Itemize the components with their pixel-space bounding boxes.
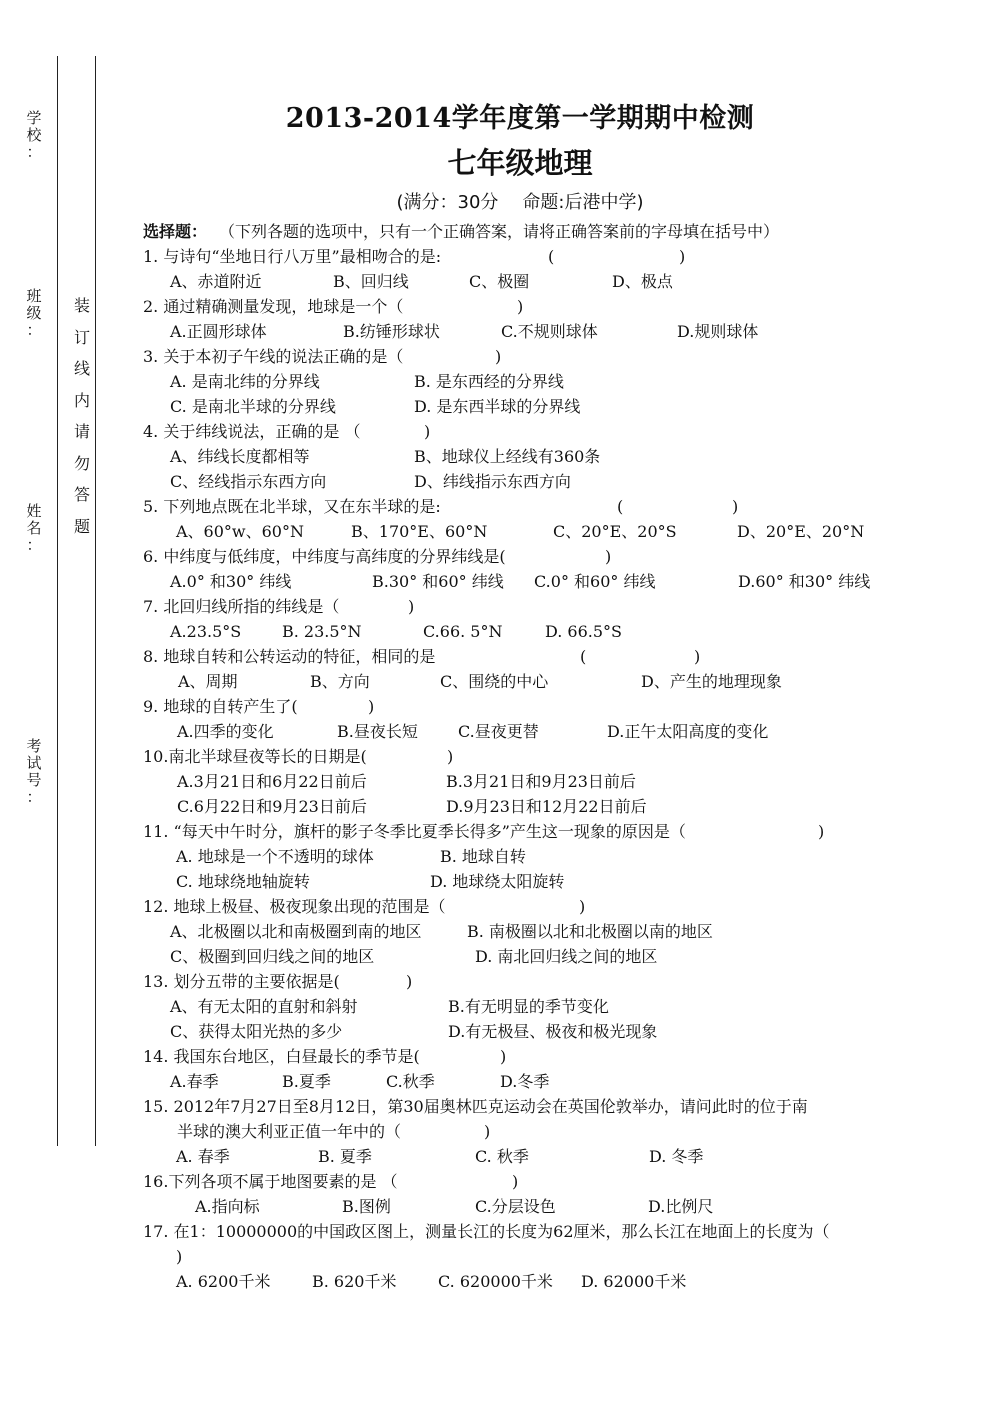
question-line: ) [447, 747, 454, 766]
question-line: A.0° 和30° 纬线 [170, 572, 292, 591]
question-line: D.规则球体 [677, 322, 759, 341]
question-line: C、极圈 [469, 272, 530, 291]
question-line: 2. 通过精确测量发现，地球是一个（ [143, 297, 404, 316]
question-line: ) [579, 897, 586, 916]
question-line: D.有无极昼、极夜和极光现象 [448, 1022, 658, 1041]
section-heading: 选择题： [143, 222, 208, 241]
question-line: C.分层设色 [475, 1197, 556, 1216]
question-line: A、北极圈以北和南极圈到南的地区 [170, 922, 422, 941]
question-line: 3. 关于本初子午线的说法正确的是（ [143, 347, 404, 366]
question-line: ) [500, 1047, 507, 1066]
question-line: ) [679, 247, 686, 266]
question-line: D.冬季 [500, 1072, 550, 1091]
score-info [0, 188, 993, 214]
question-line: ) [176, 1247, 183, 1266]
question-line: 4. 关于纬线说法，正确的是 （ [143, 422, 361, 441]
question-line: B. 地球自转 [440, 847, 526, 866]
question-line: C.昼夜更替 [458, 722, 539, 741]
question-line: A、有无太阳的直射和斜射 [170, 997, 358, 1016]
school-label: 学 校 ： [26, 109, 42, 161]
question-line: B.纺锤形球状 [343, 322, 440, 341]
question-line: ) [408, 597, 415, 616]
question-line: ( [617, 497, 624, 516]
question-line: 8. 地球自转和公转运动的特征，相同的是 [143, 647, 436, 666]
full-score: (满分：30分 [396, 192, 499, 213]
question-line: C、20°E、20°S [553, 522, 677, 541]
binding-line-outer [57, 56, 58, 1146]
page-title: 2013-2014学年度第一学期期中检测 [285, 103, 755, 134]
question-line: 13. 划分五带的主要依据是( [143, 972, 340, 991]
question-line: B、170°E、60°N [351, 522, 488, 541]
question-line: B. 620千米 [312, 1272, 397, 1291]
question-line: A.正圆形球体 [170, 322, 267, 341]
question-line: B、地球仪上经线有360条 [414, 447, 601, 466]
question-line: A.指向标 [195, 1197, 260, 1216]
question-line: D.9月23日和12月22日前后 [446, 797, 647, 816]
question-line: A. 地球是一个不透明的球体 [176, 847, 374, 866]
question-line: 14. 我国东台地区，白昼最长的季节是( [143, 1047, 420, 1066]
question-line: B、方向 [310, 672, 370, 691]
question-line: D. 冬季 [649, 1147, 704, 1166]
question-line: D. 62000千米 [581, 1272, 687, 1291]
question-line: A、纬线长度都相等 [170, 447, 310, 466]
question-line: ( [548, 247, 555, 266]
question-line: ) [495, 347, 502, 366]
section-instruction: （下列各题的选项中，只有一个正确答案，请将正确答案前的字母填在括号中） [219, 222, 780, 241]
question-line: C. 620000千米 [438, 1272, 553, 1291]
question-line: A、赤道附近 [170, 272, 262, 291]
question-line: C.不规则球体 [501, 322, 598, 341]
name-label: 姓 名 ： [26, 502, 42, 554]
question-line: D、产生的地理现象 [641, 672, 782, 691]
question-line: 9. 地球的自转产生了( [143, 697, 298, 716]
question-line: D、纬线指示东西方向 [414, 472, 571, 491]
question-line: A.23.5°S [170, 622, 242, 641]
question-line: C、经线指示东西方向 [170, 472, 327, 491]
question-line: B.有无明显的季节变化 [448, 997, 609, 1016]
question-line: B.夏季 [282, 1072, 331, 1091]
question-line: 1. 与诗句“坐地日行八万里”最相吻合的是: [143, 247, 442, 266]
question-line: A、周期 [178, 672, 238, 691]
question-line: A. 是南北纬的分界线 [170, 372, 320, 391]
question-line: 5. 下列地点既在北半球，又在东半球的是: [143, 497, 441, 516]
question-line: C. 秋季 [475, 1147, 529, 1166]
question-line: ) [368, 697, 375, 716]
author-school: 命题:后港中学) [522, 192, 644, 213]
question-line: 6. 中纬度与低纬度，中纬度与高纬度的分界纬线是( [143, 547, 506, 566]
question-line: ) [818, 822, 825, 841]
question-line: B. 23.5°N [282, 622, 362, 641]
question-line: A. 6200千米 [176, 1272, 271, 1291]
binding-line-inner [95, 56, 96, 1146]
question-line: 17. 在1：10000000的中国政区图上，测量长江的长度为62厘米，那么长江在地面上的长度为（ [143, 1222, 830, 1241]
question-line: ) [517, 297, 524, 316]
question-line: 半球的澳大利亚正值一年中的（ [177, 1122, 402, 1141]
question-line: C、围绕的中心 [440, 672, 549, 691]
question-line: 10.南北半球昼夜等长的日期是( [143, 747, 367, 766]
question-line: C. 是南北半球的分界线 [170, 397, 336, 416]
question-line: 11. “每天中午时分，旗杆的影子冬季比夏季长得多”产生这一现象的原因是（ [143, 822, 686, 841]
question-line: C、极圈到回归线之间的地区 [170, 947, 375, 966]
question-line: D.比例尺 [648, 1197, 714, 1216]
question-line: D.60° 和30° 纬线 [738, 572, 871, 591]
seal-line-notice: 装 订 线 内 请 勿 答 题 [73, 296, 90, 536]
question-line: B、回归线 [333, 272, 409, 291]
question-line: A、60°w、60°N [176, 522, 304, 541]
question-line: 15. 2012年7月27日至8月12日，第30届奥林匹克运动会在英国伦敦举办，请问此时的位于南 [143, 1097, 808, 1116]
question-line: ) [605, 547, 612, 566]
question-line: 7. 北回归线所指的纬线是（ [143, 597, 340, 616]
question-line: ) [732, 497, 739, 516]
exam-number-label: 考 试 号 ： [26, 737, 42, 806]
question-line: C、获得太阳光热的多少 [170, 1022, 343, 1041]
question-line: D、20°E、20°N [737, 522, 865, 541]
question-line: A.四季的变化 [177, 722, 274, 741]
question-line: D. 地球绕太阳旋转 [430, 872, 565, 891]
question-line: C.6月22日和9月23日前后 [177, 797, 367, 816]
question-line: B.30° 和60° 纬线 [372, 572, 504, 591]
question-line: D.正午太阳高度的变化 [607, 722, 769, 741]
question-line: A. 春季 [176, 1147, 230, 1166]
question-line: C. 地球绕地轴旋转 [176, 872, 310, 891]
question-line: ) [424, 422, 431, 441]
question-line: C.66. 5°N [423, 622, 503, 641]
question-line: 16.下列各项不属于地图要素的是 （ [143, 1172, 398, 1191]
question-line: C.0° 和60° 纬线 [534, 572, 656, 591]
question-line: ) [484, 1122, 491, 1141]
question-line: B.3月21日和9月23日前后 [446, 772, 636, 791]
question-line: B. 是东西经的分界线 [414, 372, 564, 391]
question-line: ) [694, 647, 701, 666]
question-line: B. 南极圈以北和北极圈以南的地区 [467, 922, 713, 941]
page-subtitle: 七年级地理 [447, 146, 593, 180]
question-line: D. 66.5°S [545, 622, 623, 641]
question-line: 12. 地球上极昼、极夜现象出现的范围是（ [143, 897, 446, 916]
question-line: B.昼夜长短 [337, 722, 418, 741]
class-label: 班 级 ： [26, 287, 42, 339]
question-line: ) [406, 972, 413, 991]
question-line: C.秋季 [386, 1072, 435, 1091]
question-line: B. 夏季 [318, 1147, 372, 1166]
question-line: A.3月21日和6月22日前后 [177, 772, 367, 791]
question-line: A.春季 [170, 1072, 219, 1091]
question-line: D. 南北回归线之间的地区 [475, 947, 658, 966]
question-line: ( [580, 647, 587, 666]
question-line: B.图例 [342, 1197, 391, 1216]
question-line: ) [512, 1172, 519, 1191]
question-line: D. 是东西半球的分界线 [414, 397, 581, 416]
question-line: D、极点 [612, 272, 673, 291]
